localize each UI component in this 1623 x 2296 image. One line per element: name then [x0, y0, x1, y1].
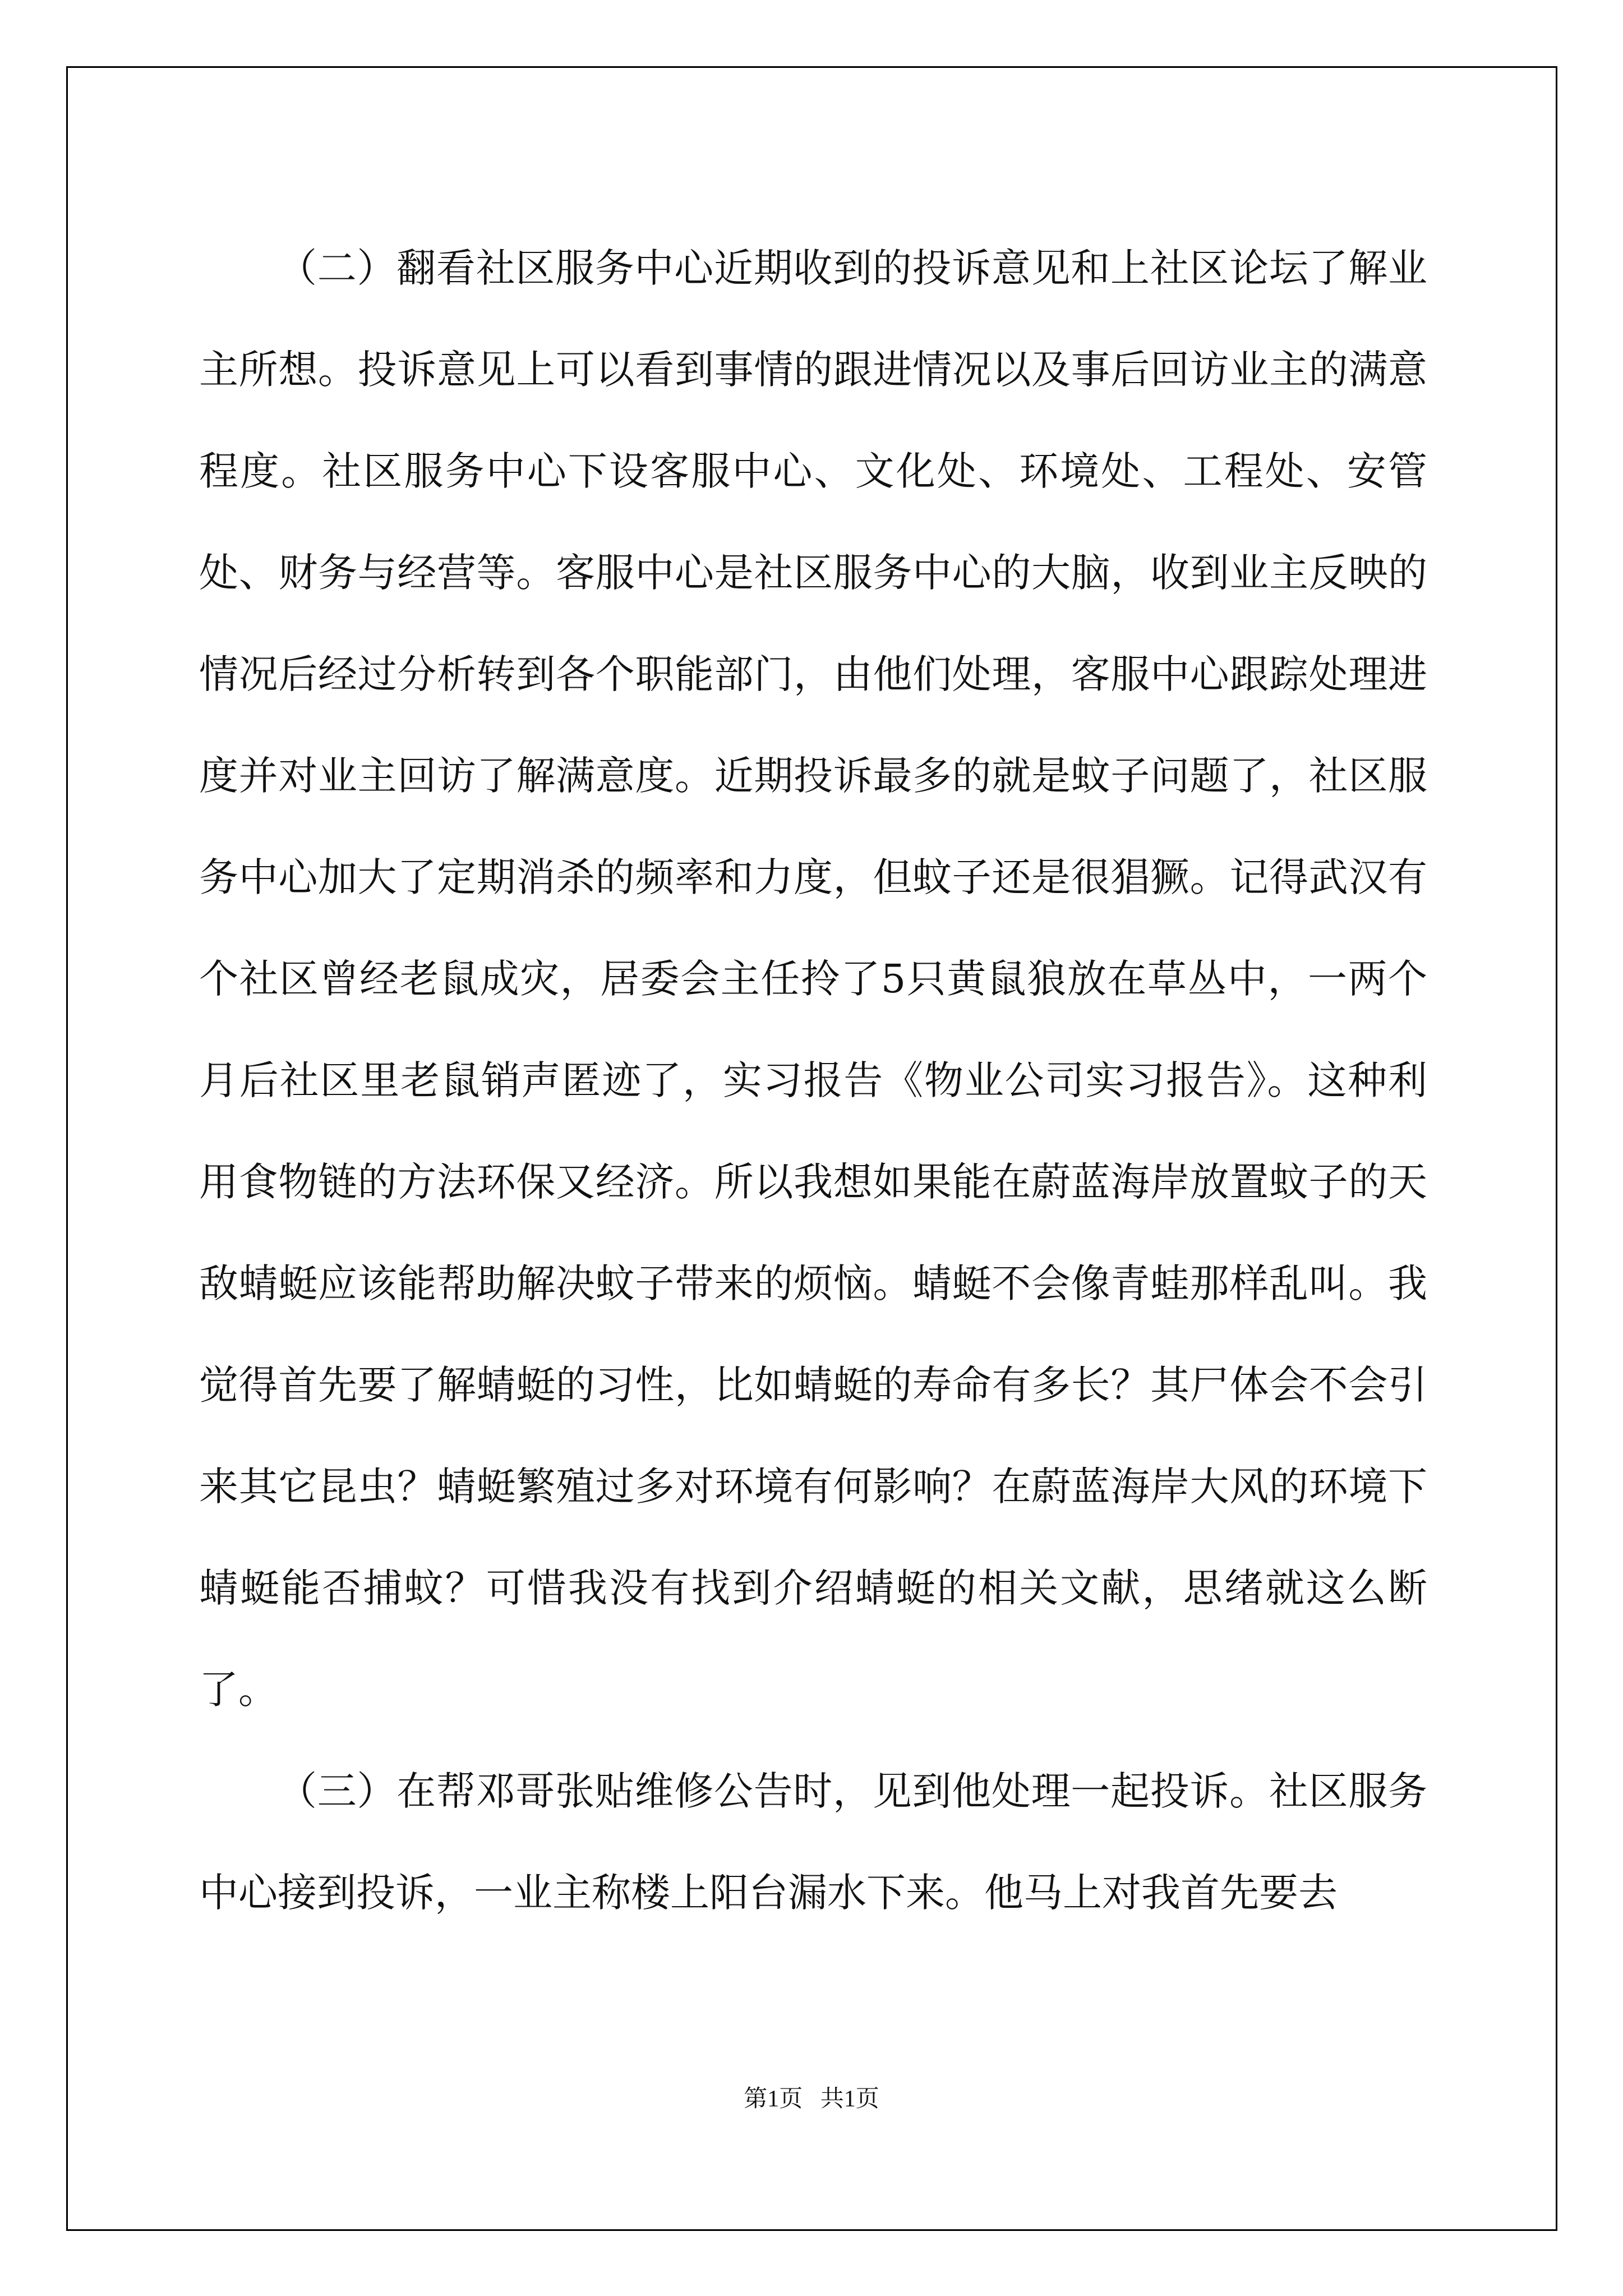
page-total: 共1页 [820, 2086, 879, 2112]
page-number: 第1页 [744, 2086, 803, 2112]
document-body [199, 218, 1427, 1944]
paragraph-2: （二）翻看社区服务中心近期收到的投诉意见和上社区论坛了解业主所想。投诉意见上可以看到事情的跟进情况以及事后回访业主的满意程度。社区服务中心下设客服中心、文化处、环境处、工程处、安管处、财务与经营等。客服中心是社区服务中心的大脑，收到业主反映的情况后经过分析转到各个职能部门，由他们处理，客服中心跟踪处理进度并对业主回访了解满意度。近期投诉最多的就是蚊子问题了，社区服务中心加大了定期消杀的频率和力度，但蚊子还是很猖獗。记得武汉有个社区曾经老鼠成灾，居委会主任拎了5只黄鼠狼放在草丛中，一两个月后社区里老鼠销声匿迹了，实习报告《物业公司实习报告》。这种利用食物链的方法环保又经济。所以我想如果能在蔚蓝海岸放置蚊子的天敌蜻蜓应该能帮助解决蚊子带来的烦恼。蜻蜓不会像青蛙那样乱叫。我觉得首先要了解蜻蜓的习性，比如蜻蜓的寿命有多长？其尸体会不会引来其它昆虫？蜻蜓繁殖过多对环境有何影响？在蔚蓝海岸大风的环境下蜻蜓能否捕蚊？可惜我没有找到介绍蜻蜓的相关文献，思绪就这么断了。 [199, 245, 1427, 1713]
paragraph-3: （三）在帮邓哥张贴维修公告时，见到他处理一起投诉。社区服务中心接到投诉，一业主称楼上阳台漏水下来。他马上对我首先要去 [199, 1768, 1427, 1916]
page-footer [0, 2080, 1623, 2114]
